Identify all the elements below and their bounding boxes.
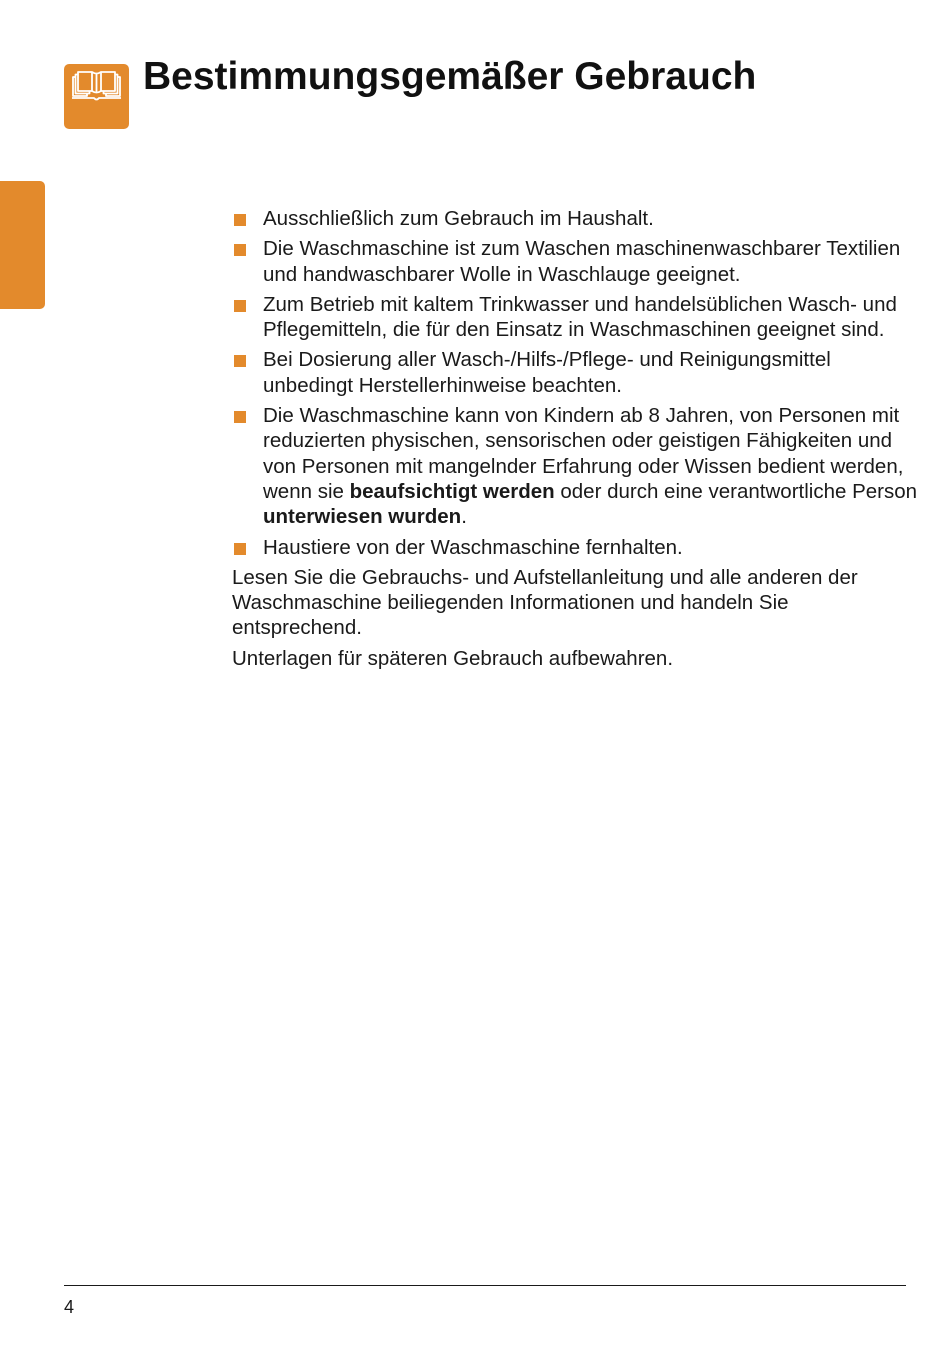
bullet-item — [232, 292, 922, 343]
page-title: Bestimmungsgemäßer Gebrauch — [143, 55, 757, 98]
bullet-square-icon — [234, 543, 246, 555]
bullet-text: Ausschließlich zum Gebrauch im Haushalt. — [263, 207, 654, 230]
info-paragraph: Lesen Sie die Gebrauchs- und Aufstellanleitung und alle anderen der Waschmaschine beiliegenden Informationen und handeln Sie entsprechend. — [232, 565, 858, 640]
bullet-item — [232, 535, 922, 560]
bullet-text: Die Waschmaschine ist zum Waschen maschinenwaschbarer Textilien und handwaschbarer Wolle in Waschlauge geeignet. — [263, 237, 901, 286]
bullet-text-part: oder durch eine verantwortliche Person — [560, 479, 918, 503]
bullet-text: Haustiere von der Waschmaschine fernhalten. — [263, 535, 683, 559]
bullet-square-icon — [234, 355, 246, 367]
bullet-item — [232, 403, 922, 529]
bullet-item — [232, 347, 922, 398]
bullet-text: Zum Betrieb mit kaltem Trinkwasser und handelsüblichen Wasch- und Pflegemitteln, die für den Einsatz in Waschmaschinen geeignet sind. — [263, 292, 897, 342]
bullet-bold-text: beaufsichtigt werden — [349, 479, 555, 503]
bullet-text-part: Die Waschmaschine kann von Kindern ab 8 Jahren, von Personen mit reduzierten physischen, sensorischen oder geistigen Fähigkeiten und von Personen mit mangelnder Erfahrung oder Wissen bedient werden, wenn sie — [263, 404, 904, 503]
bullet-square-icon — [234, 300, 246, 312]
bullet-square-icon — [234, 244, 246, 256]
info-paragraph: Unterlagen für späteren Gebrauch aufbewahren. — [232, 646, 674, 670]
page-number: 4 — [64, 1297, 75, 1317]
bullet-square-icon — [234, 411, 246, 423]
book-icon — [64, 64, 129, 129]
bullet-list — [232, 206, 922, 560]
footer-divider — [64, 1285, 906, 1286]
bullet-item — [232, 236, 922, 287]
chapter-tab — [0, 181, 45, 309]
bullet-item — [232, 206, 922, 231]
bullet-text-part: . — [461, 505, 467, 529]
bullet-bold-text: unterwiesen wurden — [263, 505, 462, 529]
bullet-text: Bei Dosierung aller Wasch-/Hilfs-/Pflege- und Reinigungsmittel unbedingt Herstellerhinweise beachten. — [263, 348, 831, 397]
main-content — [232, 206, 922, 676]
book-icon-graphic — [70, 68, 123, 108]
bullet-square-icon — [234, 214, 246, 226]
